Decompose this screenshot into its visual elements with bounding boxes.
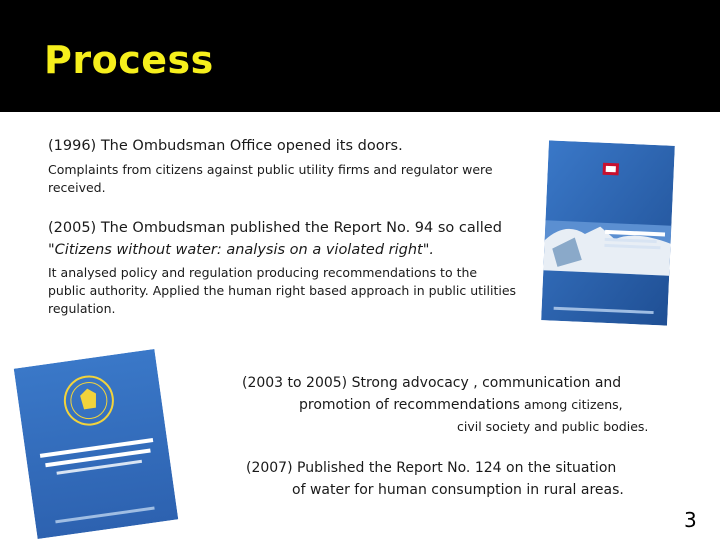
block-advocacy-line2 <box>299 397 623 413</box>
block-advocacy-line2-small: among citizens, <box>519 397 623 412</box>
block-1996-detail: Complaints from citizens against public utility firms and regulator were received. <box>48 162 493 195</box>
block-advocacy-line1: (2003 to 2005) Strong advocacy , communication and <box>242 375 622 391</box>
block-1996-heading: (1996) The Ombudsman Office opened its doors. <box>48 138 403 154</box>
report-94-cover-image <box>541 140 675 325</box>
block-2005-report-title: "Citizens without water: analysis on a violated right". <box>48 242 434 258</box>
block-2007-line2: of water for human consumption in rural areas. <box>292 482 624 498</box>
block-2007-line1: (2007) Published the Report No. 124 on the situation <box>246 460 617 476</box>
report-124-cover-image <box>14 349 179 539</box>
page-number: 3 <box>684 508 697 532</box>
block-advocacy-line2-main: promotion of recommendations <box>299 397 520 413</box>
slide-title: Process <box>44 38 214 82</box>
block-2005-detail: It analysed policy and regulation producing recommendations to the public authority. Applied the human right based approach in public utilities regulation. <box>48 265 517 316</box>
block-2005-heading: (2005) The Ombudsman published the Report No. 94 so called <box>48 220 502 236</box>
block-advocacy-line3: civil society and public bodies. <box>457 419 649 434</box>
